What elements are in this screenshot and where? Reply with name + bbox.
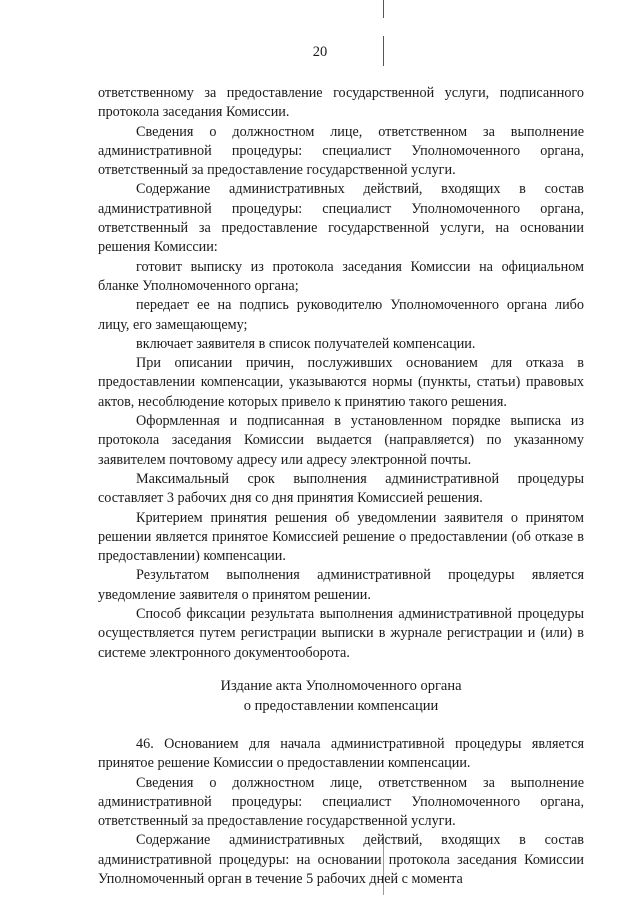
list-item: передает ее на подпись руководителю Уполномоченного органа либо лицу, его замещающему; (98, 297, 584, 333)
paragraph: Сведения о должностном лице, ответственном за выполнение административной процедуры: специалист Уполномоченного органа, ответственный за предоставление государственной услуги. (98, 123, 584, 179)
document-body (98, 84, 584, 889)
section-heading-line: Издание акта Уполномоченного органа (220, 677, 462, 694)
paragraph: ответственному за предоставление государственной услуги, подписанного протокола заседания Комиссии. (98, 85, 584, 121)
section-heading-line: о предоставлении компенсации (243, 697, 439, 714)
paragraph: Максимальный срок выполнения административной процедуры составляет 3 рабочих дня со дня принятия Комиссией решения. (98, 470, 584, 507)
paragraph: Содержание административных действий, входящих в состав административной процедуры: на основании протокола заседания Комиссии Уполномоченный орган в течение 5 рабочих дней с момента (98, 832, 584, 887)
section-heading (98, 676, 584, 716)
paragraph: Критерием принятия решения об уведомлении заявителя о принятом решении является принятое Комиссией решение о предоставлении (об отказе в предоставлении) компенсации. (98, 509, 584, 565)
list-item: включает заявителя в список получателей компенсации. (136, 335, 476, 352)
paragraph: Результатом выполнения административной процедуры является уведомление заявителя о принятом решении. (98, 567, 584, 603)
paragraph: Содержание административных действий, входящих в состав административной процедуры: специалист Уполномоченного органа, ответственный за предоставление государственной услуги, на основании решения Комиссии: (98, 181, 584, 256)
page-number: 20 (312, 44, 328, 60)
paragraph: 46. Основанием для начала административной процедуры является принятое решение Комиссии о предоставлении компенсации. (98, 735, 584, 772)
paragraph: При описании причин, послуживших основанием для отказа в предоставлении компенсации, указываются нормы (пункты, статьи) правовых актов, несоблюдение которых привело к принятию такого решения. (98, 355, 584, 410)
paragraph: Оформленная и подписанная в установленном порядке выписка из протокола заседания Комиссии выдается (направляется) по указанному заявителем почтовому адресу или адресу электронной почты. (98, 413, 584, 468)
scan-artifact-line-top (383, 0, 384, 18)
paragraph: Сведения о должностном лице, ответственном за выполнение административной процедуры: специалист Уполномоченного органа, ответственный за предоставление государственной услуги. (98, 774, 584, 830)
paragraph: Способ фиксации результата выполнения административной процедуры осуществляется путем регистрации выписки в журнале регистрации и (или) в системе электронного документооборота. (98, 606, 584, 661)
list-item: готовит выписку из протокола заседания Комиссии на официальном бланке Уполномоченного органа; (98, 258, 584, 294)
